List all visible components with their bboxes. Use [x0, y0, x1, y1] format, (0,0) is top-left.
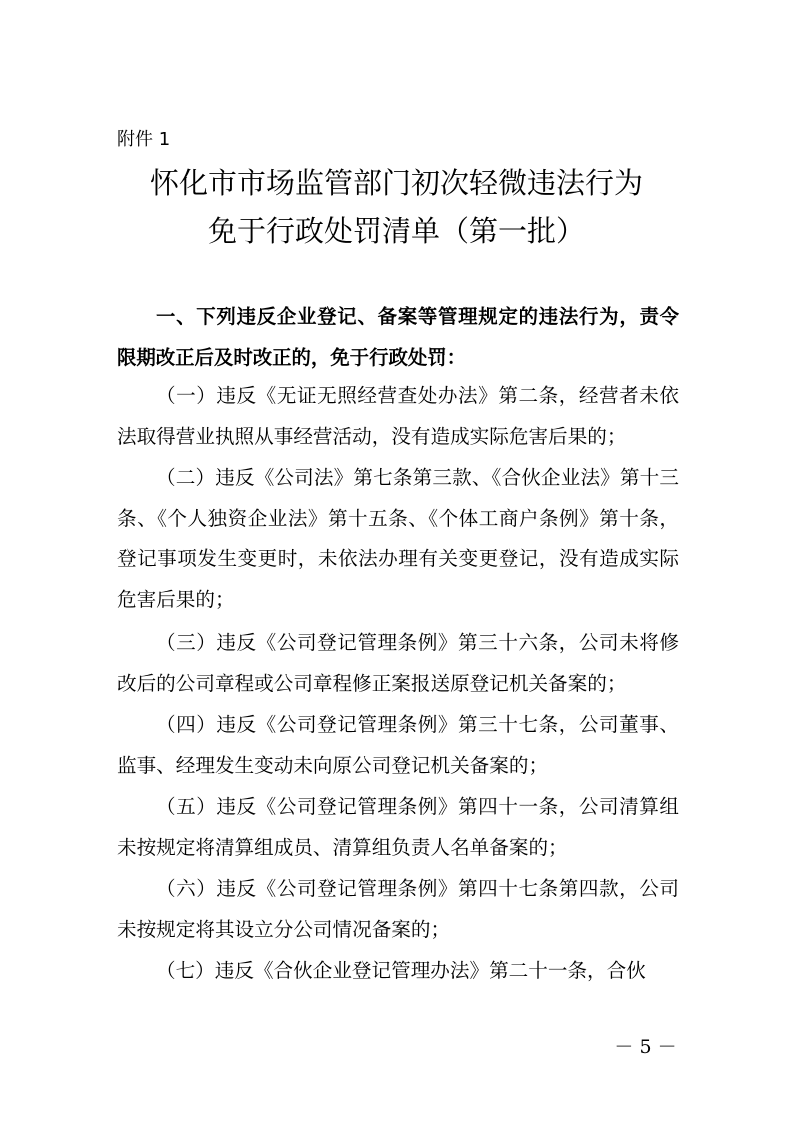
list-item: （一）违反《无证无照经营查处办法》第二条，经营者未依法取得营业执照从事经营活动，没有造成实际危害后果的； [117, 384, 679, 448]
attachment-label: 附件 1 [117, 129, 171, 150]
document-title-line-2: 免于行政处罚清单（第一批） [207, 214, 585, 248]
list-item: （四）违反《公司登记管理条例》第三十七条，公司董事、监事、经理发生变动未向原公司登记机关备案的； [117, 713, 679, 777]
document-title-line-1: 怀化市市场监管部门初次轻微违法行为 [149, 166, 643, 200]
section-heading: 一、下列违反企业登记、备案等管理规定的违法行为，责令限期改正后及时改正的，免于行政处罚： [117, 305, 679, 369]
page-number: － 5 － [614, 1036, 677, 1058]
list-item: （七）违反《合伙企业登记管理办法》第二十一条，合伙 [156, 959, 646, 982]
list-item: （六）违反《公司登记管理条例》第四十七条第四款，公司未按规定将其设立分公司情况备案的； [117, 877, 679, 941]
list-item: （二）违反《公司法》第七条第三款、《合伙企业法》第十三条、《个人独资企业法》第十五条、《个体工商户条例》第十条，登记事项发生变更时，未依法办理有关变更登记，没有造成实际危害后果的； [117, 466, 679, 611]
list-item: （三）违反《公司登记管理条例》第三十六条，公司未将修改后的公司章程或公司章程修正案报送原登记机关备案的； [117, 631, 679, 695]
list-item: （五）违反《公司登记管理条例》第四十一条，公司清算组未按规定将清算组成员、清算组负责人名单备案的； [117, 795, 679, 859]
